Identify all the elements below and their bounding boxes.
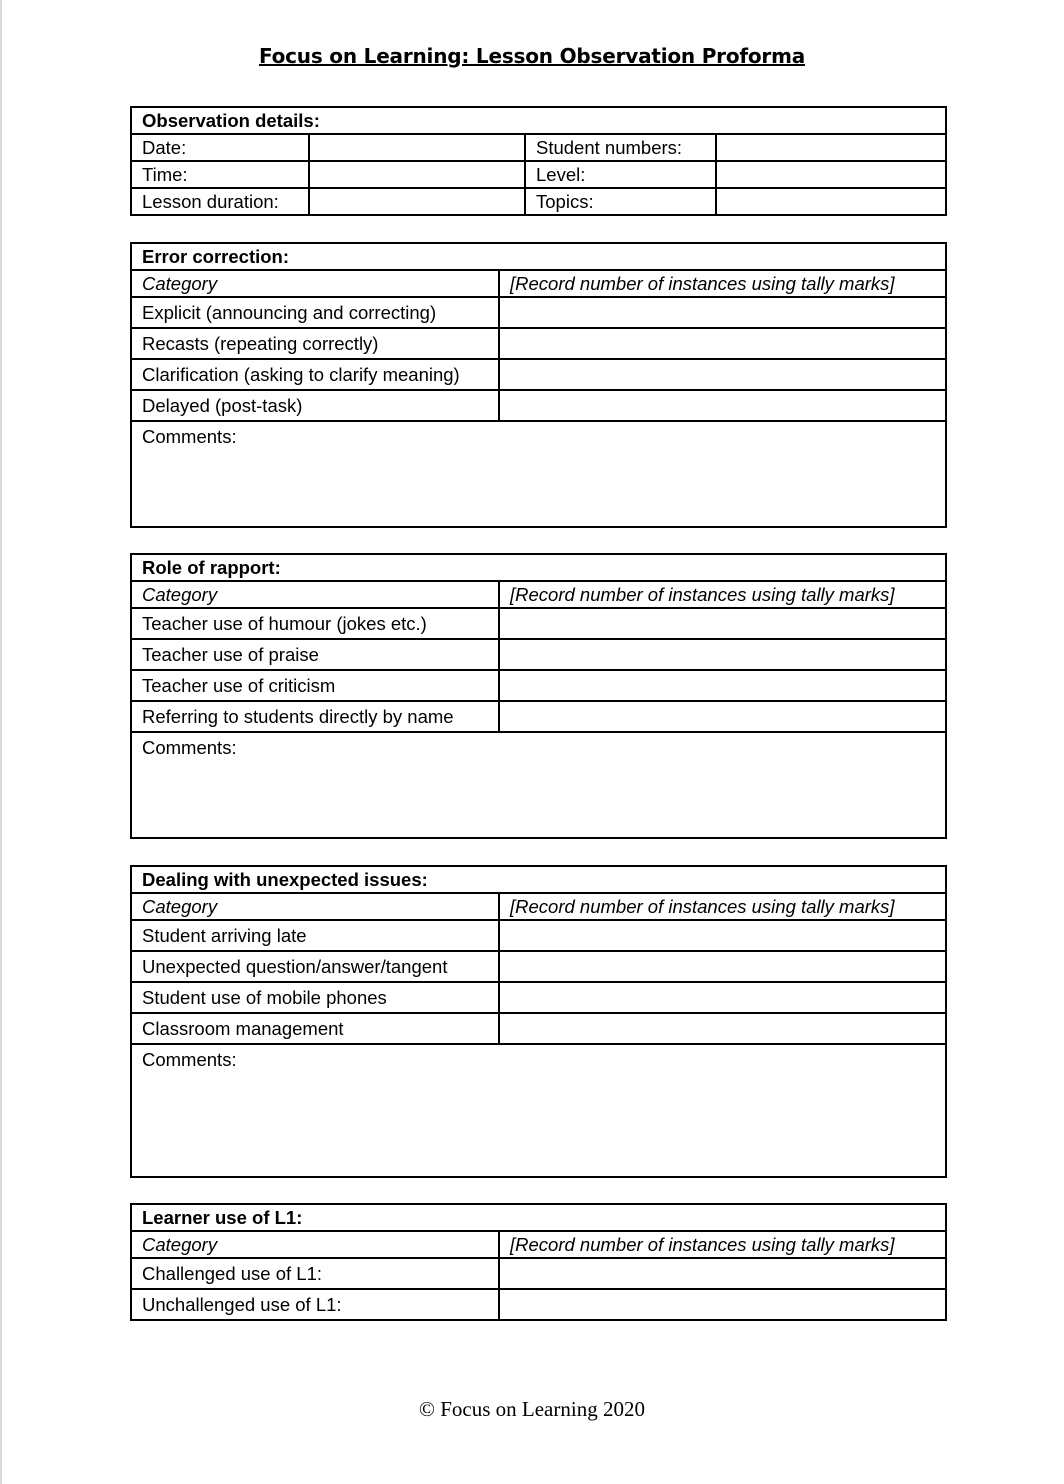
table-row bbox=[131, 951, 946, 982]
tally-field[interactable] bbox=[499, 982, 946, 1013]
comments-row bbox=[131, 421, 946, 527]
table-row bbox=[131, 701, 946, 732]
tally-field[interactable] bbox=[499, 920, 946, 951]
category-label: Category bbox=[131, 1231, 499, 1258]
table-row bbox=[131, 328, 946, 359]
error-correction-header-row bbox=[131, 243, 946, 270]
rapport-header-row bbox=[131, 554, 946, 581]
observation-row-date bbox=[131, 134, 946, 161]
comments-field[interactable] bbox=[131, 421, 946, 527]
tally-field[interactable] bbox=[499, 1013, 946, 1044]
observation-row-time bbox=[131, 161, 946, 188]
unexpected-issues-table bbox=[130, 865, 947, 1178]
category-name: Clarification (asking to clarify meaning) bbox=[131, 359, 499, 390]
tally-field[interactable] bbox=[499, 297, 946, 328]
category-name: Classroom management bbox=[131, 1013, 499, 1044]
date-label: Date: bbox=[131, 134, 309, 161]
table-row bbox=[131, 390, 946, 421]
observation-row-duration bbox=[131, 188, 946, 215]
table-row bbox=[131, 297, 946, 328]
category-name: Teacher use of humour (jokes etc.) bbox=[131, 608, 499, 639]
record-instructions: [Record number of instances using tally marks] bbox=[499, 270, 946, 297]
table-row bbox=[131, 670, 946, 701]
student-numbers-field[interactable] bbox=[716, 134, 946, 161]
page-title: Focus on Learning: Lesson Observation Proforma bbox=[258, 44, 806, 68]
category-label: Category bbox=[131, 270, 499, 297]
category-name: Student arriving late bbox=[131, 920, 499, 951]
rapport-category-row bbox=[131, 581, 946, 608]
comments-field[interactable] bbox=[131, 1044, 946, 1177]
table-row bbox=[131, 1289, 946, 1320]
rapport-table bbox=[130, 553, 947, 839]
l1-heading: Learner use of L1: bbox=[131, 1204, 946, 1231]
category-name: Challenged use of L1: bbox=[131, 1258, 499, 1289]
tally-field[interactable] bbox=[499, 639, 946, 670]
observation-header-row bbox=[131, 107, 946, 134]
category-name: Teacher use of praise bbox=[131, 639, 499, 670]
student-numbers-label: Student numbers: bbox=[525, 134, 716, 161]
error-correction-category-row bbox=[131, 270, 946, 297]
unexpected-header-row bbox=[131, 866, 946, 893]
category-name: Delayed (post-task) bbox=[131, 390, 499, 421]
l1-header-row bbox=[131, 1204, 946, 1231]
table-row bbox=[131, 608, 946, 639]
table-row bbox=[131, 1258, 946, 1289]
category-name: Unexpected question/answer/tangent bbox=[131, 951, 499, 982]
date-field[interactable] bbox=[309, 134, 525, 161]
comments-row bbox=[131, 1044, 946, 1177]
tally-field[interactable] bbox=[499, 701, 946, 732]
category-name: Student use of mobile phones bbox=[131, 982, 499, 1013]
level-field[interactable] bbox=[716, 161, 946, 188]
comments-label: Comments: bbox=[142, 426, 237, 447]
tally-field[interactable] bbox=[499, 608, 946, 639]
unexpected-category-row bbox=[131, 893, 946, 920]
rapport-heading: Role of rapport: bbox=[131, 554, 946, 581]
table-row bbox=[131, 1013, 946, 1044]
category-name: Unchallenged use of L1: bbox=[131, 1289, 499, 1320]
lesson-duration-label: Lesson duration: bbox=[131, 188, 309, 215]
category-label: Category bbox=[131, 581, 499, 608]
observation-details-table bbox=[130, 106, 947, 216]
tally-field[interactable] bbox=[499, 670, 946, 701]
tally-field[interactable] bbox=[499, 951, 946, 982]
level-label: Level: bbox=[525, 161, 716, 188]
copyright-footer: © Focus on Learning 2020 bbox=[419, 1397, 645, 1421]
tally-field[interactable] bbox=[499, 390, 946, 421]
unexpected-heading: Dealing with unexpected issues: bbox=[131, 866, 946, 893]
record-instructions: [Record number of instances using tally marks] bbox=[499, 581, 946, 608]
record-instructions: [Record number of instances using tally marks] bbox=[499, 893, 946, 920]
table-row bbox=[131, 359, 946, 390]
category-name: Explicit (announcing and correcting) bbox=[131, 297, 499, 328]
category-name: Recasts (repeating correctly) bbox=[131, 328, 499, 359]
tally-field[interactable] bbox=[499, 1289, 946, 1320]
l1-category-row bbox=[131, 1231, 946, 1258]
category-name: Teacher use of criticism bbox=[131, 670, 499, 701]
record-instructions: [Record number of instances using tally marks] bbox=[499, 1231, 946, 1258]
lesson-duration-field[interactable] bbox=[309, 188, 525, 215]
time-label: Time: bbox=[131, 161, 309, 188]
table-row bbox=[131, 982, 946, 1013]
comments-row bbox=[131, 732, 946, 838]
observation-heading: Observation details: bbox=[131, 107, 946, 134]
topics-label: Topics: bbox=[525, 188, 716, 215]
error-correction-table bbox=[130, 242, 947, 528]
tally-field[interactable] bbox=[499, 359, 946, 390]
comments-label: Comments: bbox=[142, 737, 237, 758]
table-row bbox=[131, 639, 946, 670]
learner-l1-table bbox=[130, 1203, 947, 1321]
time-field[interactable] bbox=[309, 161, 525, 188]
category-name: Referring to students directly by name bbox=[131, 701, 499, 732]
comments-label: Comments: bbox=[142, 1049, 237, 1070]
tally-field[interactable] bbox=[499, 1258, 946, 1289]
tally-field[interactable] bbox=[499, 328, 946, 359]
page-edge bbox=[0, 0, 2, 1484]
table-row bbox=[131, 920, 946, 951]
error-correction-heading: Error correction: bbox=[131, 243, 946, 270]
topics-field[interactable] bbox=[716, 188, 946, 215]
comments-field[interactable] bbox=[131, 732, 946, 838]
category-label: Category bbox=[131, 893, 499, 920]
